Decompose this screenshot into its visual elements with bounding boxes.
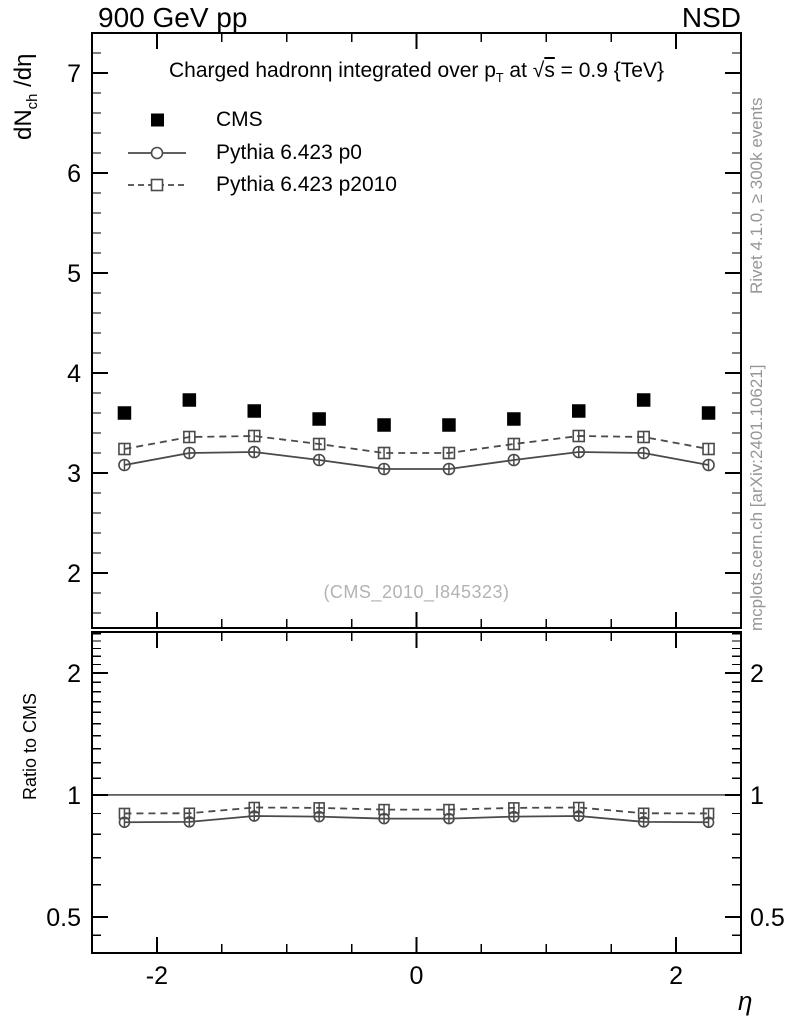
- svg-text:1: 1: [750, 781, 764, 810]
- mcplots-credit: mcplots.cern.ch [arXiv:2401.10621]: [747, 364, 766, 631]
- legend-label: CMS: [216, 108, 263, 132]
- legend-item-pythia-p0: [126, 137, 397, 170]
- svg-text:0.5: 0.5: [750, 903, 785, 932]
- ylabel-sub: ch: [24, 93, 41, 110]
- sqrt-symbol: √: [532, 59, 545, 82]
- svg-text:-2: -2: [145, 962, 169, 990]
- legend-item-cms: [126, 104, 397, 137]
- svg-text:3: 3: [67, 460, 81, 488]
- ylabel-post: /dη: [10, 53, 37, 94]
- svg-text:2: 2: [67, 560, 81, 588]
- filled-square-icon: [126, 107, 212, 133]
- title-pre: Charged hadronη integrated over p: [168, 59, 496, 82]
- ratio-y-axis-title: Ratio to CMS: [20, 692, 40, 800]
- main-y-axis-title: [10, 5, 41, 140]
- analysis-id-watermark: (CMS_2010_I845323): [323, 582, 510, 602]
- beam-energy-label: 900 GeV pp: [98, 2, 248, 33]
- svg-text:2: 2: [669, 962, 684, 990]
- event-class-label: NSD: [681, 2, 741, 33]
- svg-text:2: 2: [750, 660, 764, 689]
- title-mid: at: [503, 59, 533, 82]
- svg-text:5: 5: [67, 260, 81, 288]
- title-post: = 0.9 {TeV}: [554, 59, 664, 82]
- title-sub-T: T: [495, 71, 504, 86]
- x-axis-title: η: [738, 986, 753, 1016]
- legend-label: Pythia 6.423 p2010: [216, 173, 397, 197]
- open-circle-solid-line-icon: [126, 140, 212, 166]
- plot-title: [92, 59, 741, 85]
- svg-text:7: 7: [67, 60, 81, 88]
- svg-text:1: 1: [67, 781, 81, 810]
- svg-text:6: 6: [67, 160, 81, 188]
- legend-label: Pythia 6.423 p0: [216, 140, 362, 164]
- open-square-dashed-line-icon: [126, 172, 212, 198]
- rivet-version-credit: Rivet 4.1.0, ≥ 300k events: [747, 97, 766, 294]
- svg-text:0: 0: [409, 962, 424, 990]
- svg-text:4: 4: [67, 360, 81, 388]
- svg-text:0.5: 0.5: [46, 903, 81, 932]
- sqrt-arg: s: [544, 59, 555, 82]
- svg-text:2: 2: [67, 660, 81, 689]
- legend-item-pythia-p2010: [126, 169, 397, 202]
- ylabel-pre: dN: [10, 109, 37, 140]
- legend: [126, 104, 397, 202]
